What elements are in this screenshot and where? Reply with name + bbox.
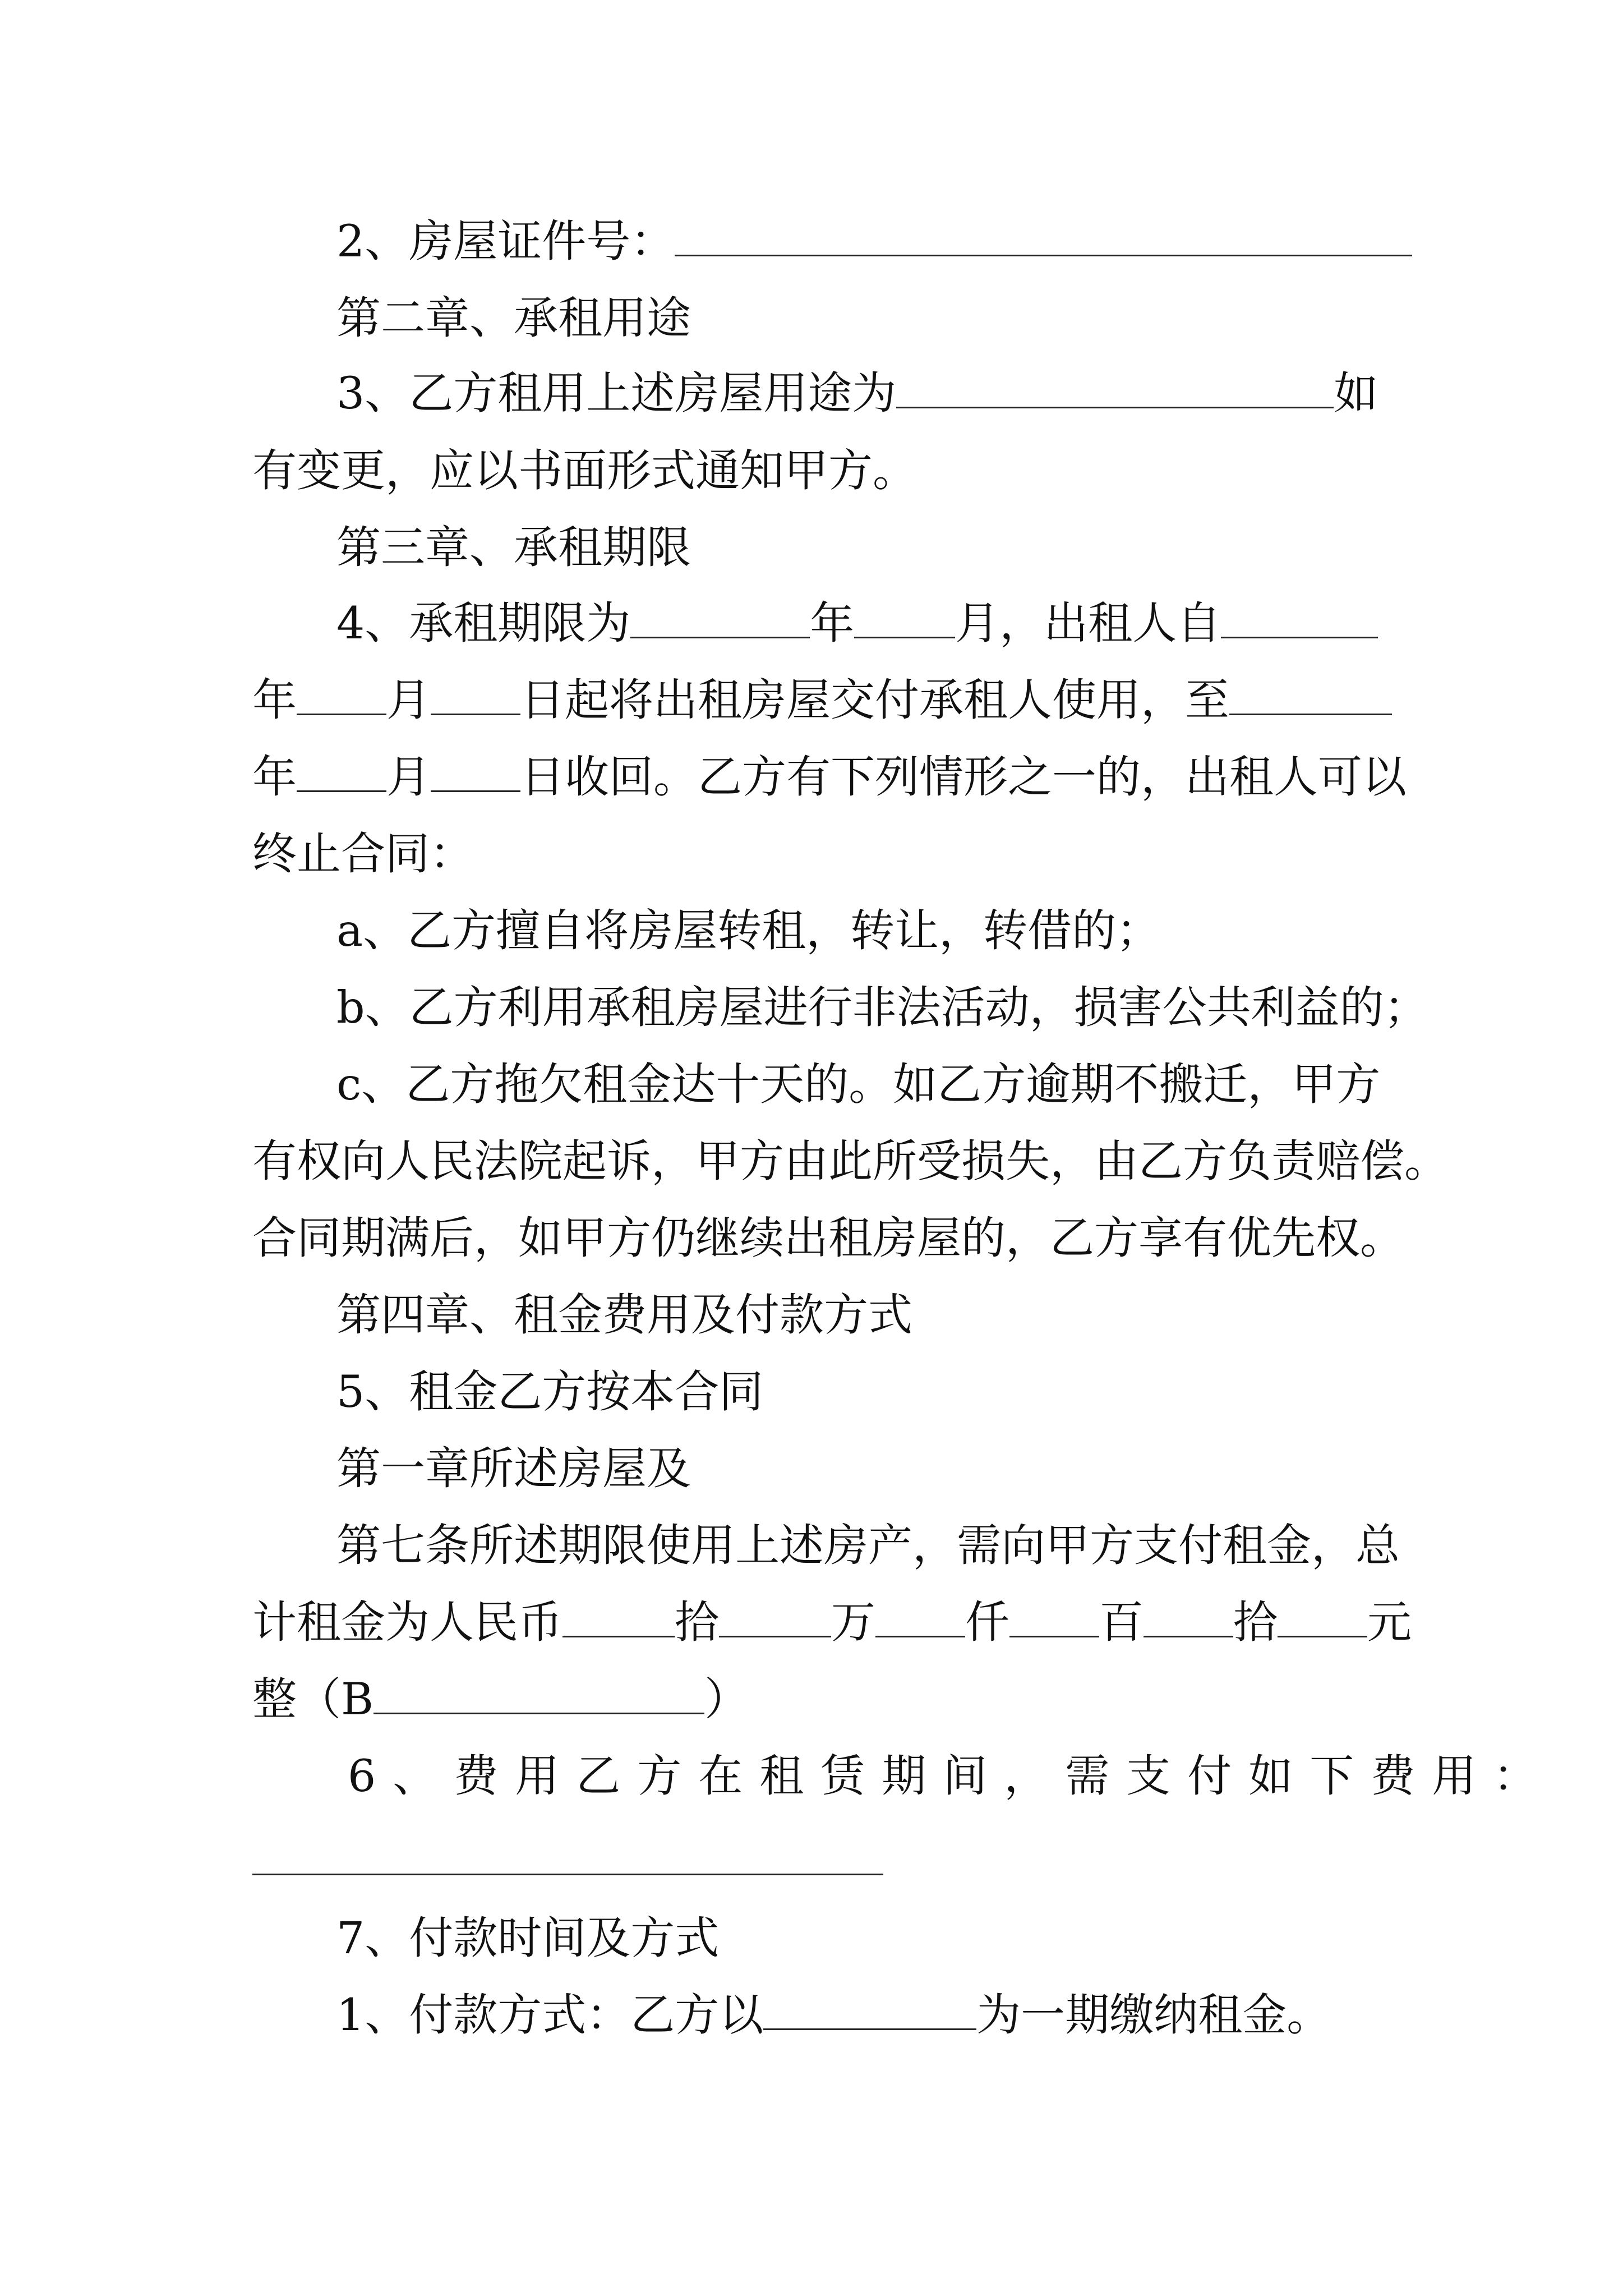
usage-line-continued: 有变更，应以书面形式通知甲方。 <box>252 445 917 496</box>
rent-line-3: 第七条所述期限使用上述房产，需向甲方支付租金，总 <box>336 1520 1400 1571</box>
rent-line: 5、租金乙方按本合同 <box>336 1366 764 1418</box>
clause-c: c、乙方拖欠租金达十天的。如乙方逾期不搬迁，甲方 <box>336 1059 1381 1110</box>
fees-line: 6、费用乙方在租赁期间，需支付如下费用： <box>348 1750 1555 1802</box>
clause-a: a、乙方擅自将房屋转租，转让，转借的； <box>336 905 1161 956</box>
house-certificate-line <box>252 210 1380 272</box>
line-text: 月 <box>386 751 431 803</box>
line-text: 年 <box>252 751 297 803</box>
line-text: 月 <box>386 674 431 726</box>
line-text: 4、承租期限为 <box>336 597 631 649</box>
clause-c-continued: 有权向人民法院起诉，甲方由此所受损失，由乙方负责赔偿。 <box>252 1135 1449 1187</box>
line-text: 月，出租人自 <box>955 597 1221 649</box>
lease-end-line <box>252 746 1407 808</box>
line-text: 如 <box>1334 367 1378 419</box>
line-text: 2、房屋证件号： <box>336 215 675 267</box>
line-text: 元 <box>1367 1596 1412 1648</box>
line-text: ） <box>704 1673 749 1725</box>
line-text: 万 <box>831 1596 875 1648</box>
chapter-three-heading: 第三章、承租期限 <box>336 522 691 573</box>
line-text: 百 <box>1099 1596 1144 1648</box>
priority-right-line: 合同期满后，如甲方仍继续出租房屋的，乙方享有优先权。 <box>252 1212 1404 1264</box>
rent-total-line <box>252 1668 1380 1730</box>
line-text: 日起将出租房屋交付承租人使用，至 <box>520 674 1229 726</box>
blank-field[interactable] <box>297 753 386 792</box>
chapter-four-heading: 第四章、租金费用及付款方式 <box>336 1289 912 1341</box>
line-text: 年 <box>810 597 855 649</box>
lease-term-line <box>252 592 1380 654</box>
blank-field[interactable] <box>374 1676 704 1714</box>
blank-field[interactable] <box>1229 677 1392 715</box>
chapter-two-heading: 第二章、承租用途 <box>336 292 691 344</box>
line-text: 计租金为人民币 <box>252 1596 562 1648</box>
rent-line-2: 第一章所述房屋及 <box>336 1443 691 1494</box>
blank-field[interactable] <box>763 1991 976 2030</box>
blank-field[interactable] <box>297 677 386 715</box>
blank-field[interactable] <box>1144 1599 1233 1637</box>
line-text: 日收回。乙方有下列情形之一的，出租人可以 <box>520 751 1407 803</box>
line-text: 年 <box>252 674 297 726</box>
blank-field[interactable] <box>1221 600 1378 638</box>
line-text: 3、乙方租用上述房屋用途为 <box>336 367 897 419</box>
blank-field[interactable] <box>630 600 810 638</box>
clause-b: b、乙方利用承租房屋进行非法活动，损害公共利益的； <box>336 982 1428 1033</box>
payment-heading: 7、付款时间及方式 <box>336 1912 720 1964</box>
usage-line <box>252 362 1380 424</box>
payment-method-line <box>252 1984 1380 2046</box>
rent-amount-line <box>252 1591 1412 1653</box>
lease-start-line <box>252 669 1380 731</box>
line-text: 1、付款方式：乙方以 <box>336 1989 764 2041</box>
line-text: 整（B <box>252 1673 374 1725</box>
fees-blank-line[interactable] <box>252 1874 883 1875</box>
termination-line: 终止合同： <box>252 828 474 880</box>
line-text: 为一期缴纳租金。 <box>976 1989 1331 2041</box>
blank-field[interactable] <box>431 753 520 792</box>
blank-field[interactable] <box>854 600 955 638</box>
blank-field[interactable] <box>1278 1599 1367 1637</box>
blank-field[interactable] <box>1009 1599 1099 1637</box>
line-text: 拾 <box>675 1596 719 1648</box>
line-text: 拾 <box>1233 1596 1278 1648</box>
blank-field[interactable] <box>675 218 1412 256</box>
blank-field[interactable] <box>431 677 520 715</box>
line-text: 仟 <box>965 1596 1009 1648</box>
blank-field[interactable] <box>896 370 1334 408</box>
blank-field[interactable] <box>562 1599 675 1637</box>
blank-field[interactable] <box>875 1599 965 1637</box>
blank-field[interactable] <box>719 1599 831 1637</box>
